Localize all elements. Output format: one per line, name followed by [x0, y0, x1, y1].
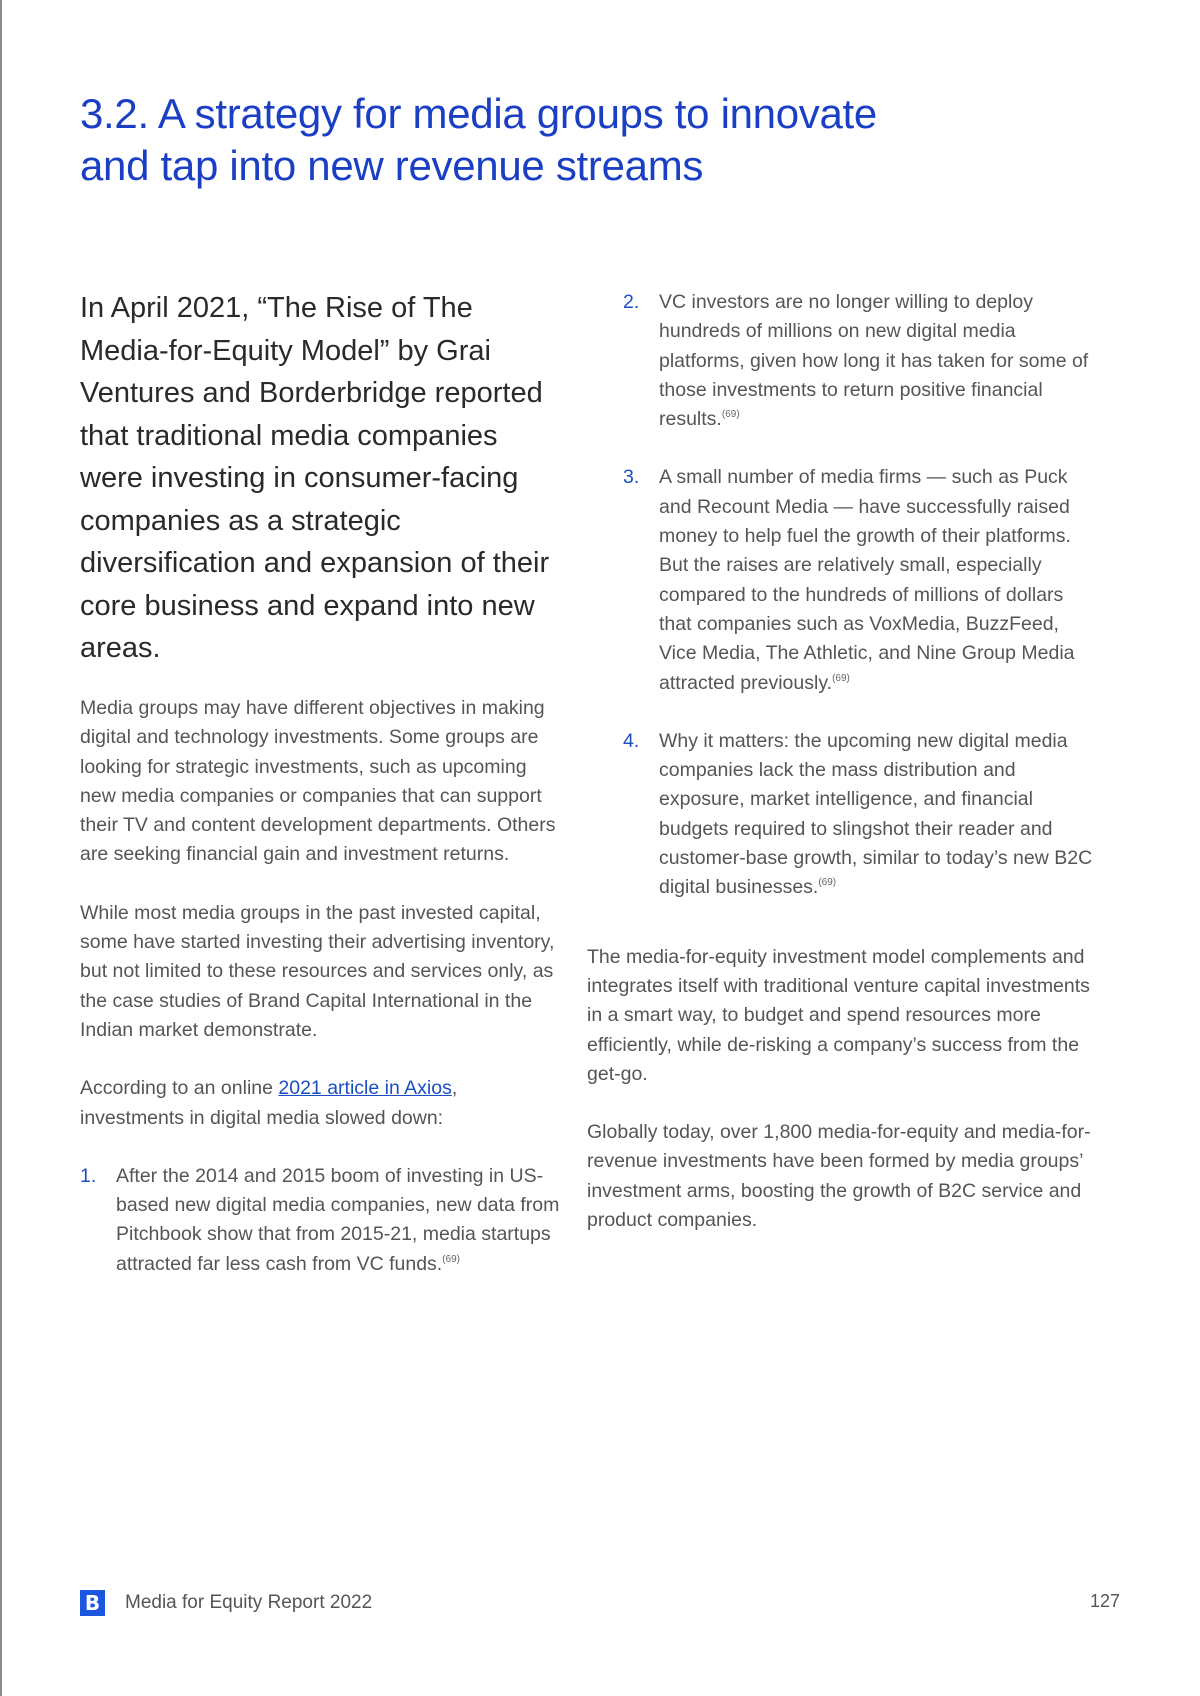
citation: (69): [721, 409, 740, 421]
page-edge: [0, 0, 2, 1696]
body-paragraph-objectives: Media groups may have different objectives in making digital and technology investments. Some groups are looking for strategic investments, such as upcoming new media companies or companies that can support their TV and content development departments. Others are seeking financial gain and investment returns.: [80, 697, 556, 866]
list-text: [116, 1162, 560, 1279]
citation: (69): [442, 1253, 461, 1265]
list-text-body: A small number of media firms — such as Puck and Recount Media — have successfully raised money to help fuel the growth of their platforms. But the raises are relatively small, especially compared to the hundreds of millions of dollars that companies such as VoxMedia, BuzzFeed, Vice Media, The Athletic, and Nine Group Media attracted previously.: [659, 466, 1075, 694]
lede-paragraph: In April 2021, “The Rise of The Media-for-Equity Model” by Grai Ventures and Borderbridge reported that traditional media companies were investing in consumer-facing companies as a strategic diversification and expansion of their core business and expand into new areas.: [80, 292, 550, 664]
axios-article-link[interactable]: 2021 article in Axios: [278, 1077, 452, 1100]
body-paragraph-model: The media-for-equity investment model complements and integrates itself with traditional venture capital investments in a smart way, to budget and spend resources more efficiently, while de-risking a company’s success from the get-go.: [587, 945, 1090, 1085]
list-item: [80, 1162, 560, 1279]
list-number: 4.: [623, 729, 640, 752]
left-column: [80, 694, 560, 1279]
list-text: [659, 463, 1093, 697]
section-title-line2: and tap into new revenue streams: [80, 142, 704, 189]
citation: (69): [818, 877, 837, 889]
list-text-body: VC investors are no longer willing to deploy hundreds of millions on new digital media platforms, given how long it has taken for some of those investments to return positive financial results.: [659, 291, 1089, 431]
body-paragraph-axios: [80, 1074, 560, 1133]
citation: (69): [832, 672, 850, 684]
list-text-body: Why it matters: the upcoming new digital media companies lack the mass distribution and exposure, market intelligence, and financial budgets required to slingshot their reader and customer-base growth, similar to today’s new B2C digital businesses.: [659, 729, 1093, 899]
list-number: 3.: [623, 466, 640, 489]
section-title-line1: 3.2. A strategy for media groups to innovate: [80, 90, 877, 137]
body-paragraph-advertising: While most media groups in the past invested capital, some have started investing their advertising inventory, but not limited to these resources and services only, as the case studies of Brand Capital International in the Indian market demonstrate.: [80, 901, 555, 1041]
body-paragraph-global: Globally today, over 1,800 media-for-equity and media-for-revenue investments have been formed by media groups’ investment arms, boosting the growth of B2C service and product companies.: [587, 1121, 1091, 1232]
axios-outro-text: , investments in digital media slowed down:: [80, 1077, 458, 1129]
list-number: 2.: [623, 291, 640, 313]
list-item: [623, 727, 1093, 903]
list-text-body: After the 2014 and 2015 boom of investing in US-based new digital media companies, new data from Pitchbook show that from 2015-21, media startups attracted far less cash from VC funds.: [116, 1164, 560, 1275]
report-logo-icon: B: [80, 1590, 105, 1616]
list-text: [659, 288, 1093, 434]
list-number: 1.: [80, 1164, 97, 1187]
footer-report-title: Media for Equity Report 2022: [125, 1592, 373, 1613]
axios-intro-text: According to an online: [80, 1077, 279, 1100]
right-column: [587, 288, 1093, 1235]
list-item: [623, 463, 1093, 697]
list-text: [659, 727, 1093, 903]
list-item: [623, 288, 1093, 434]
section-title: [80, 88, 980, 192]
page-number: 127: [1090, 1591, 1121, 1611]
